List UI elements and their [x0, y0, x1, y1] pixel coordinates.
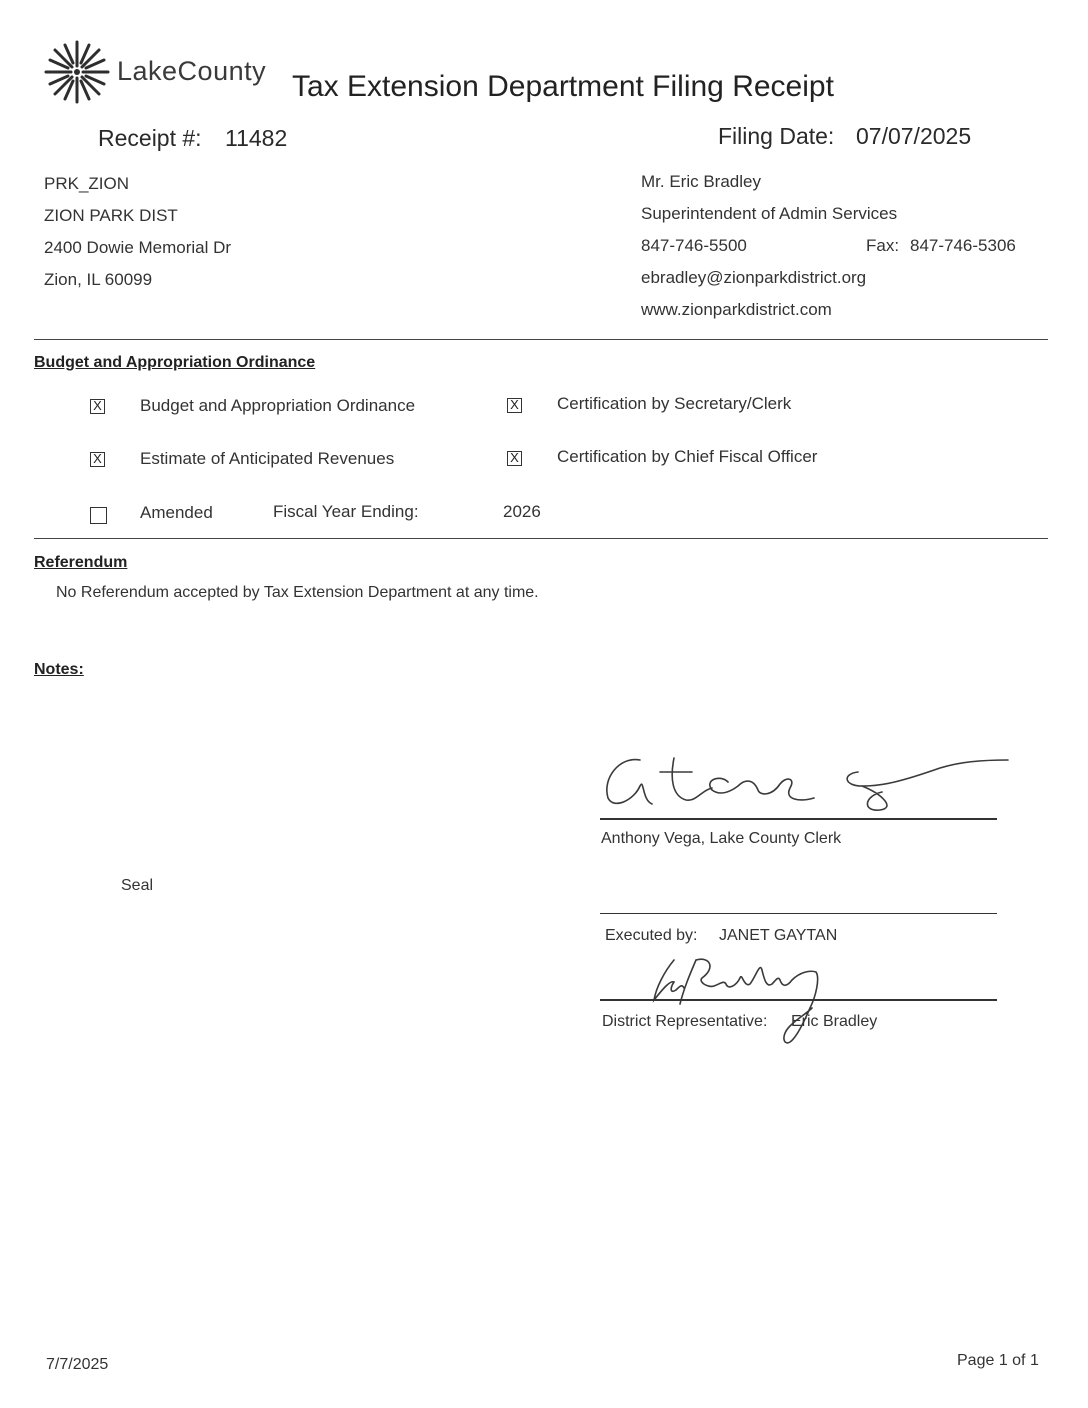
checkbox-amended[interactable] — [90, 507, 107, 524]
contact-fax: 847-746-5306 — [910, 236, 1016, 255]
logo-text: LakeCounty — [117, 56, 267, 86]
footer-date: 7/7/2025 — [46, 1356, 109, 1373]
contact-title: Superintendent of Admin Services — [641, 204, 898, 223]
filing-date-label: Filing Date: — [718, 123, 835, 149]
executed-by-label: Executed by: — [605, 927, 698, 944]
district-rep-name: Eric Bradley — [791, 1013, 878, 1030]
divider — [34, 339, 1048, 340]
label-certification-cfo: Certification by Chief Fiscal Officer — [557, 447, 818, 466]
page-title: Tax Extension Department Filing Receipt — [292, 70, 834, 103]
district-city: Zion, IL 60099 — [44, 270, 153, 289]
contact-fax-label: Fax: — [866, 236, 900, 255]
clerk-signature — [600, 738, 1015, 818]
district-rep-signature-line — [600, 999, 997, 1001]
clerk-signature-line — [600, 818, 997, 820]
receipt-label: Receipt #: — [98, 125, 202, 151]
checkbox-certification-cfo[interactable]: X — [507, 451, 522, 466]
district-street: 2400 Dowie Memorial Dr — [44, 238, 232, 257]
checkbox-estimate-revenues[interactable]: X — [90, 452, 105, 467]
district-code: PRK_ZION — [44, 174, 130, 193]
label-certification-secretary: Certification by Secretary/Clerk — [557, 394, 792, 413]
label-estimate-revenues: Estimate of Anticipated Revenues — [140, 449, 395, 468]
contact-name: Mr. Eric Bradley — [641, 172, 761, 191]
lake-county-logo-icon — [44, 40, 110, 104]
referendum-text: No Referendum accepted by Tax Extension Department at any time. — [56, 584, 539, 601]
checkbox-budget-ordinance[interactable]: X — [90, 399, 105, 414]
seal-signature-line — [600, 913, 997, 914]
contact-website: www.zionparkdistrict.com — [641, 300, 832, 319]
contact-phone: 847-746-5500 — [641, 236, 747, 255]
filing-date: 07/07/2025 — [856, 123, 972, 149]
contact-email: ebradley@zionparkdistrict.org — [641, 268, 867, 287]
clerk-caption: Anthony Vega, Lake County Clerk — [601, 830, 842, 847]
receipt-number: 11482 — [225, 125, 288, 151]
notes-heading: Notes: — [34, 661, 84, 678]
fiscal-year-label: Fiscal Year Ending: — [273, 502, 419, 521]
footer-page-number: Page 1 of 1 — [957, 1352, 1039, 1369]
divider — [34, 538, 1048, 539]
label-amended: Amended — [140, 503, 213, 522]
label-budget-ordinance: Budget and Appropriation Ordinance — [140, 396, 416, 415]
checkbox-certification-secretary[interactable]: X — [507, 398, 522, 413]
referendum-heading: Referendum — [34, 554, 128, 571]
district-name: ZION PARK DIST — [44, 206, 178, 225]
fiscal-year-value: 2026 — [503, 502, 541, 521]
seal-label: Seal — [121, 877, 154, 894]
executed-by-name: JANET GAYTAN — [719, 927, 838, 944]
budget-section-heading: Budget and Appropriation Ordinance — [34, 354, 316, 371]
district-rep-label: District Representative: — [602, 1013, 768, 1030]
